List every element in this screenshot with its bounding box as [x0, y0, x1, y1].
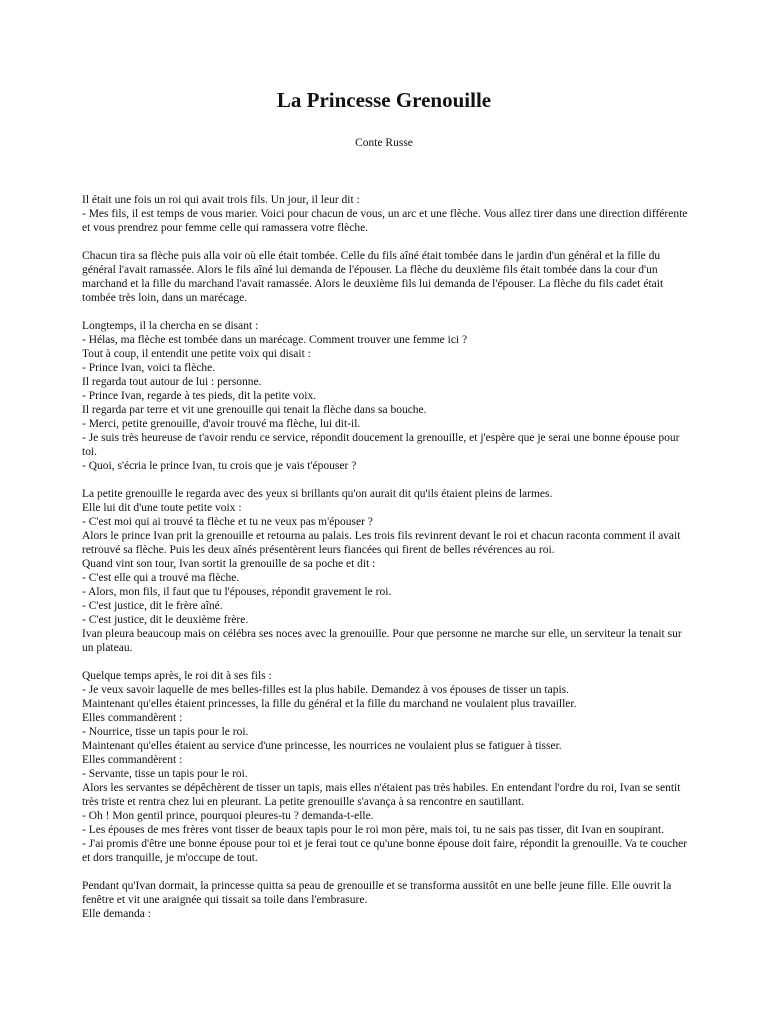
- text-line: Il regarda tout autour de lui : personne.: [82, 376, 262, 388]
- text-line: - Prince Ivan, regarde à tes pieds, dit la petite voix.: [82, 390, 317, 402]
- text-line: - C'est moi qui ai trouvé ta flèche et tu ne veux pas m'épouser ?: [82, 516, 373, 528]
- text-line: Elles commandèrent :: [82, 712, 183, 724]
- paragraph: [82, 193, 688, 235]
- text-line: - C'est justice, dit le deuxième frère.: [82, 614, 249, 626]
- text-line: Quelque temps après, le roi dit à ses fils :: [82, 670, 272, 682]
- text-line: Il était une fois un roi qui avait trois fils. Un jour, il leur dit :: [82, 194, 360, 206]
- text-line: Maintenant qu'elles étaient au service d'une princesse, les nourrices ne voulaient plus se fatiguer à tisser.: [82, 740, 562, 752]
- document-body: [82, 193, 688, 935]
- text-line: Il regarda par terre et vit une grenouille qui tenait la flèche dans sa bouche.: [82, 404, 427, 416]
- text-line: Chacun tira sa flèche puis alla voir où elle était tombée. Celle du fils aîné était tombée dans le jardin d'un général et la fille du général l'avait ramassée. Alors le fils aîné lui demanda de l'épouser. La flèche du deuxième fils était tombée dans la cour d'un marchand et la fille du marchand l'avait ramassée. Alors le deuxième fils lui demanda de l'épouser. La flèche du fils cadet était tombée très loin, dans un marécage.: [82, 250, 664, 304]
- paragraph: [82, 249, 688, 305]
- text-line: - Je suis très heureuse de t'avoir rendu ce service, répondit doucement la grenouille, et j'espère que je serai une bonne épouse pour toi.: [82, 432, 680, 458]
- text-line: Maintenant qu'elles étaient princesses, la fille du général et la fille du marchand ne voulaient plus travailler.: [82, 698, 577, 710]
- text-line: - Prince Ivan, voici ta flèche.: [82, 362, 216, 374]
- text-line: Elles commandèrent :: [82, 754, 183, 766]
- text-line: - Hélas, ma flèche est tombée dans un marécage. Comment trouver une femme ici ?: [82, 334, 468, 346]
- paragraph: [82, 669, 688, 865]
- text-line: - Servante, tisse un tapis pour le roi.: [82, 768, 248, 780]
- text-line: - J'ai promis d'être une bonne épouse pour toi et je ferai tout ce qu'une bonne épouse doit faire, répondit la grenouille. Va te coucher et dors tranquille, je m'occupe de tout.: [82, 838, 688, 864]
- text-line: Tout à coup, il entendit une petite voix qui disait :: [82, 348, 311, 360]
- text-line: - C'est justice, dit le frère aîné.: [82, 600, 223, 612]
- text-line: Elle lui dit d'une toute petite voix :: [82, 502, 242, 514]
- text-line: Alors le prince Ivan prit la grenouille et retourna au palais. Les trois fils revinrent devant le roi et chacun raconta comment il avait retrouvé sa flèche. Puis les deux aînés présentèrent leurs fiancées qui firent de belles révérences au roi.: [82, 530, 681, 556]
- text-line: Quand vint son tour, Ivan sortit la grenouille de sa poche et dit :: [82, 558, 376, 570]
- text-line: Elle demanda :: [82, 908, 151, 920]
- text-line: - Alors, mon fils, il faut que tu l'épouses, répondit gravement le roi.: [82, 586, 392, 598]
- document-title: La Princesse Grenouille: [276, 88, 492, 112]
- text-line: - C'est elle qui a trouvé ma flèche.: [82, 572, 240, 584]
- text-line: - Je veux savoir laquelle de mes belles-filles est la plus habile. Demandez à vos épouses de tisser un tapis.: [82, 684, 570, 696]
- paragraph: [82, 879, 688, 921]
- document-subtitle: Conte Russe: [355, 137, 413, 149]
- text-line: - Oh ! Mon gentil prince, pourquoi pleures-tu ? demanda-t-elle.: [82, 810, 374, 822]
- paragraph: [82, 487, 688, 655]
- text-line: - Nourrice, tisse un tapis pour le roi.: [82, 726, 249, 738]
- text-line: Alors les servantes se dépêchèrent de tisser un tapis, mais elles n'étaient pas très habiles. En entendant l'ordre du roi, Ivan se sentit très triste et rentra chez lui en pleurant. La petite grenouille s'avança à sa rencontre en sautillant.: [82, 782, 681, 808]
- text-line: - Les épouses de mes frères vont tisser de beaux tapis pour le roi mon père, mais toi, tu ne sais pas tisser, dit Ivan en soupirant.: [82, 824, 665, 836]
- text-line: Pendant qu'Ivan dormait, la princesse quitta sa peau de grenouille et se transforma aussitôt en une belle jeune fille. Elle ouvrit la fenêtre et vit une araignée qui tissait sa toile dans l'embrasure.: [82, 880, 672, 906]
- text-line: - Merci, petite grenouille, d'avoir trouvé ma flèche, lui dit-il.: [82, 418, 361, 430]
- text-line: - Mes fils, il est temps de vous marier. Voici pour chacun de vous, un arc et une flèche. Vous allez tirer dans une direction différente et vous prendrez pour femme celle qui ramassera votre flèche.: [82, 208, 688, 234]
- paragraph: [82, 319, 688, 473]
- text-line: - Quoi, s'écria le prince Ivan, tu crois que je vais t'épouser ?: [82, 460, 357, 472]
- text-line: Ivan pleura beaucoup mais on célébra ses noces avec la grenouille. Pour que personne ne marche sur elle, un serviteur la tenait sur un plateau.: [82, 628, 682, 654]
- text-line: La petite grenouille le regarda avec des yeux si brillants qu'on aurait dit qu'ils étaient pleins de larmes.: [82, 488, 553, 500]
- text-line: Longtemps, il la chercha en se disant :: [82, 320, 259, 332]
